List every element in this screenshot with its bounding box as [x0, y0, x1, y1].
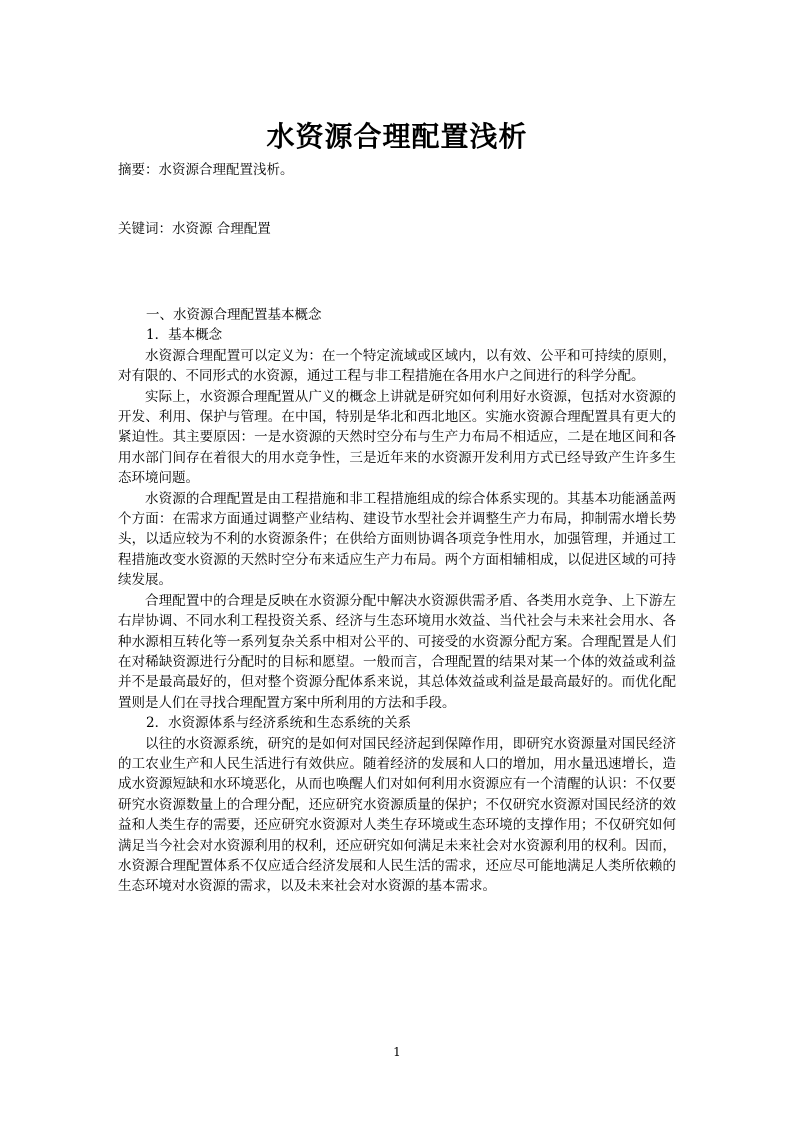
subsection-heading: 1．基本概念 [146, 327, 223, 344]
section-heading: 一、水资源合理配置基本概念 [146, 307, 322, 323]
article-body [118, 305, 676, 897]
body-paragraph: 合理配置中的合理是反映在水资源分配中解决水资源供需矛盾、各类用水竞争、上下游左右岸协调、不同水利工程投资关系、经济与生态环境用水效益、当代社会与未来社会用水、各种水源相互转化等一系列复杂关系中相对公平的、可接受的水资源分配方案。合理配置是人们在对稀缺资源进行分配时的目标和愿望。一般而言，合理配置的结果对某一个体的效益或利益并不是最高最好的，但对整个资源分配体系来说，其总体效益或利益是最高最好的。而优化配置则是人们在寻找合理配置方案中所利用的方法和手段。 [118, 592, 676, 711]
body-paragraph: 水资源的合理配置是由工程措施和非工程措施组成的综合体系实现的。其基本功能涵盖两个方面：在需求方面通过调整产业结构、建设节水型社会并调整生产力布局，抑制需水增长势头，以适应较为不利的水资源条件；在供给方面则协调各项竞争性用水，加强管理，并通过工程措施改变水资源的天然时空分布来适应生产力布局。两个方面相辅相成，以促进区域的可持续发展。 [118, 490, 676, 589]
page-number: 1 [393, 1045, 401, 1059]
body-paragraph: 实际上，水资源合理配置从广义的概念上讲就是研究如何利用好水资源，包括对水资源的开发、利用、保护与管理。在中国，特别是华北和西北地区。实施水资源合理配置具有更大的紧迫性。其主要原因：一是水资源的天然时空分布与生产力布局不相适应，二是在地区间和各用水部门间存在着很大的用水竞争性，三是近年来的水资源开发利用方式已经导致产生许多生态环境问题。 [118, 388, 676, 487]
abstract-text: 摘要：水资源合理配置浅析。 [118, 162, 294, 178]
keywords-text: 关键词：水资源 合理配置 [118, 221, 271, 237]
body-paragraph: 以往的水资源系统，研究的是如何对国民经济起到保障作用，即研究水资源量对国民经济的工农业生产和人民生活进行有效供应。随着经济的发展和人口的增加，用水量迅速增长，造成水资源短缺和水环境恶化，从而也唤醒人们对如何利用水资源应有一个清醒的认识：不仅要研究水资源数量上的合理分配，还应研究水资源质量的保护；不仅研究水资源对国民经济的效益和人类生存的需要，还应研究水资源对人类生存环境或生态环境的支撑作用；不仅研究如何满足当今社会对水资源利用的权利，还应研究如何满足未来社会对水资源利用的权利。因而，水资源合理配置体系不仅应适合经济发展和人民生活的需求，还应尽可能地满足人类所依赖的生态环境对水资源的需求，以及未来社会对水资源的基本需求。 [118, 735, 676, 895]
body-paragraph: 水资源合理配置可以定义为：在一个特定流域或区域内，以有效、公平和可持续的原则，对有限的、不同形式的水资源，通过工程与非工程措施在各用水户之间进行的科学分配。 [118, 347, 676, 385]
subsection-heading: 2．水资源体系与经济系统和生态系统的关系 [146, 715, 412, 732]
document-title: 水资源合理配置浅析 [266, 119, 528, 153]
